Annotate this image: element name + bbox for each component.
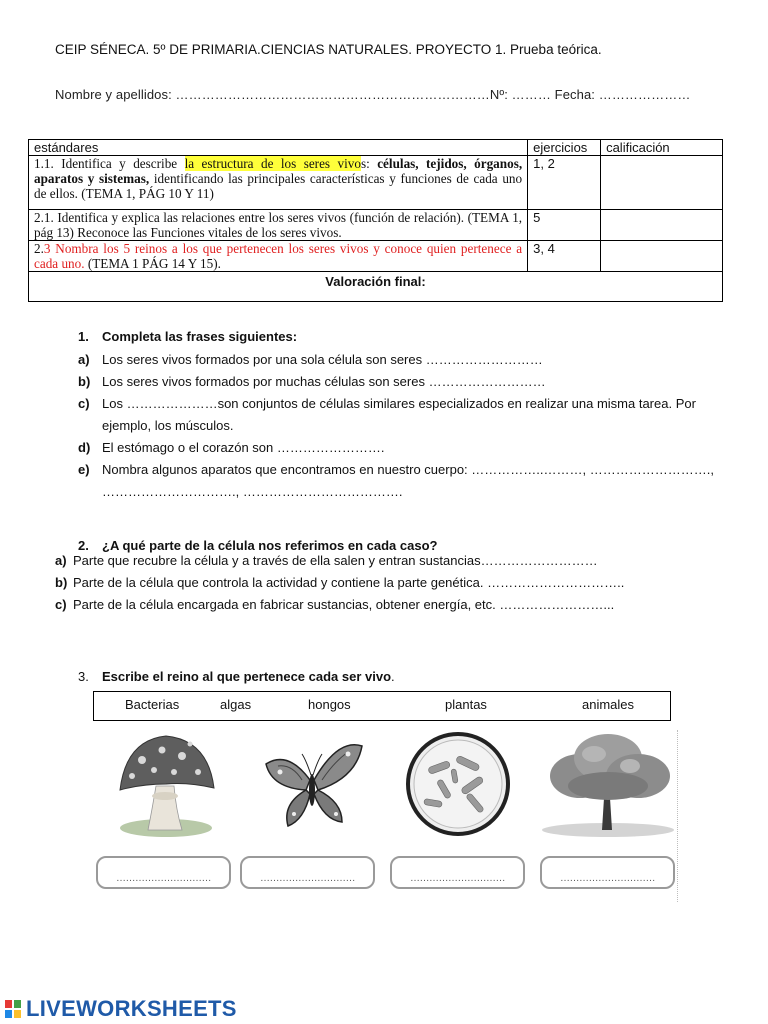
standard-2-1: 2.1. Identifica y explica las relaciones entre los seres vivos (función de relación). (TEMA 1, pág 13) Reconoce las Funciones vitales de los seres vivos. [29,210,528,241]
table-row [29,156,723,210]
student-info-line: Nombre y apellidos: ………………………………………………………………Nº: ……… Fecha: ………………… [55,87,691,102]
answer-box-mushroom[interactable]: ………………………… [96,856,231,889]
exercise-3-title: 3. Escribe el reino al que pertenece cada ser vivo. [78,669,395,684]
answer-box-butterfly[interactable]: ………………………… [240,856,375,889]
exercise-1-item-d[interactable]: d) El estómago o el corazón son ……………………. [78,440,385,455]
table-row [29,272,723,302]
exercise-2-item-b[interactable]: b) Parte de la célula que controla la actividad y contiene la parte genética. ………………………….. [55,575,625,590]
worksheet-title: CEIP SÉNECA. 5º DE PRIMARIA.CIENCIAS NATURALES. PROYECTO 1. Prueba teórica. [55,42,602,57]
exercises-cell: 5 [528,210,601,241]
exercise-2-title: 2. ¿A qué parte de la célula nos referimos en cada caso? [78,538,438,553]
mushroom-image [112,730,220,838]
exercise-1-title: 1. Completa las frases siguientes: [78,329,298,344]
exercise-2-item-a[interactable]: a) Parte que recubre la célula y a través de ella salen y entran sustancias……………………… [55,553,598,568]
exercise-1-item-b[interactable]: b) Los seres vivos formados por muchas células son seres ……………………… [78,374,546,389]
exercises-cell: 1, 2 [528,156,601,210]
standards-table [28,139,723,302]
header-exercises: ejercicios [528,140,601,156]
exercises-cell: 3, 4 [528,241,601,272]
grade-cell[interactable] [601,210,723,241]
tree-image [540,730,676,838]
standard-2-3: 2.3 Nombra los 5 reinos a los que pertenecen los seres vivos y conoce quien pertenece a cada uno. (TEMA 1 PÁG 14 Y 15). [29,241,528,272]
final-evaluation: Valoración final: [29,272,723,302]
kingdom-word-bank [93,691,671,721]
answer-box-bacteria[interactable]: ………………………… [390,856,525,889]
standard-1-1: 1.1. Identifica y describe la estructura de los seres vivos: células, tejidos, órganos, aparatos y sistemas, identificando las principales características y funciones de cada uno de ellos. (TEMA 1, PÁG 10 Y 11) [29,156,528,210]
grade-cell[interactable] [601,241,723,272]
table-row [29,241,723,272]
butterfly-image [258,730,366,838]
header-standards: estándares [29,140,528,156]
word-bacterias[interactable]: Bacterias [125,697,180,712]
answer-box-tree[interactable]: ………………………… [540,856,675,889]
exercise-1 [78,326,718,503]
liveworksheets-mark-icon [4,997,24,1021]
exercise-2-item-c[interactable]: c) Parte de la célula encargada en fabricar sustancias, obtener energía, etc. ……………………... [55,597,615,612]
exercise-1-item-c[interactable]: c) Los …………………son conjuntos de células similares especializados en realizar una misma tarea. Por ejemplo, los músculos. [78,396,696,433]
word-algas[interactable]: algas [220,697,252,712]
word-animales[interactable]: animales [582,697,635,712]
table-header-row [29,140,723,156]
word-plantas[interactable]: plantas [445,697,487,712]
bacteria-image [404,730,512,838]
table-row [29,210,723,241]
word-hongos[interactable]: hongos [308,697,351,712]
exercise-2 [55,550,715,616]
exercise-1-item-a[interactable]: a) Los seres vivos formados por una sola célula son seres ……………………… [78,352,543,367]
header-grade: calificación [601,140,723,156]
liveworksheets-wordmark: LIVEWORKSHEETS [26,996,237,1021]
dotted-divider [677,730,678,902]
grade-cell[interactable] [601,156,723,210]
exercise-1-item-e[interactable]: e) Nombra algunos aparatos que encontramos en nuestro cuerpo: ……………..………, ………………………., …………………………., ………………………………. [78,462,714,499]
highlighted-text: la estructura de los seres vivo [184,156,361,171]
